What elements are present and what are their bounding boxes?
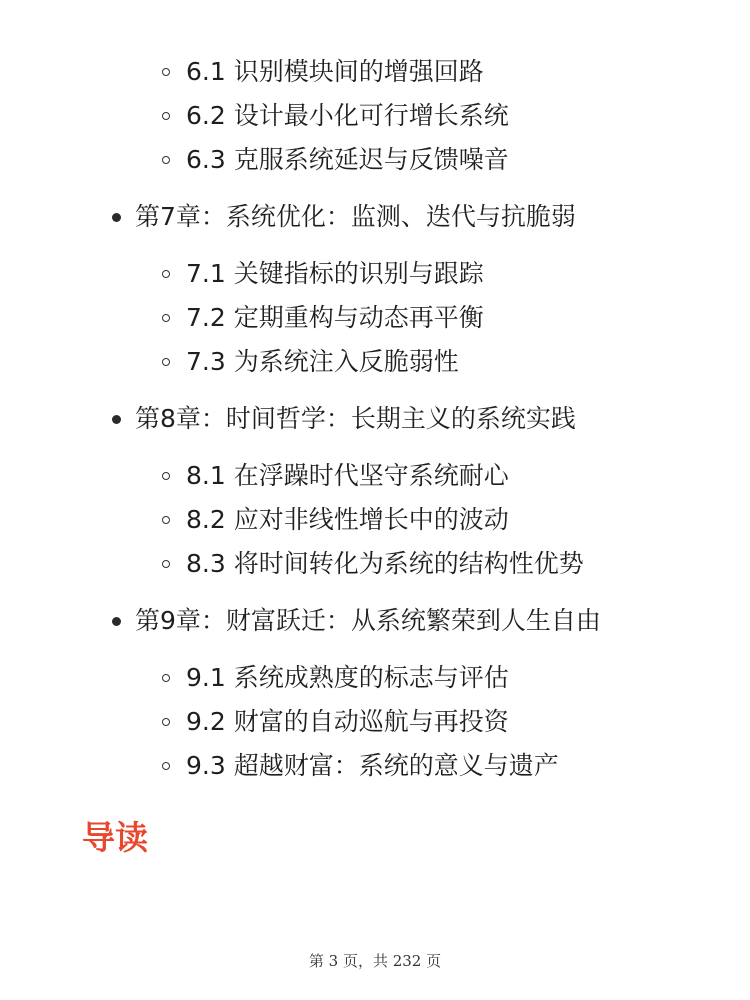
- disc-bullet-icon: [112, 617, 121, 626]
- circle-bullet-icon: [162, 68, 170, 76]
- toc-chapter-8[interactable]: [112, 402, 576, 436]
- toc-section-7-2[interactable]: [162, 301, 484, 335]
- page-number-footer: 第 3 页，共 232 页: [308, 952, 442, 970]
- circle-bullet-icon: [162, 472, 170, 480]
- toc-chapter-9[interactable]: [112, 604, 601, 638]
- circle-bullet-icon: [162, 762, 170, 770]
- circle-bullet-icon: [162, 270, 170, 278]
- toc-section-label: 6.2 设计最小化可行增长系统: [186, 101, 509, 130]
- circle-bullet-icon: [162, 718, 170, 726]
- toc-section-7-1[interactable]: [162, 257, 484, 291]
- toc-section-label: 9.3 超越财富：系统的意义与遗产: [186, 751, 559, 780]
- circle-bullet-icon: [162, 674, 170, 682]
- toc-section-7-3[interactable]: [162, 345, 459, 379]
- toc-section-8-3[interactable]: [162, 547, 584, 581]
- toc-chapter-7[interactable]: [112, 200, 576, 234]
- section-heading: 导读: [82, 818, 148, 857]
- toc-section-6-3[interactable]: [162, 143, 509, 177]
- toc-section-label: 7.3 为系统注入反脆弱性: [186, 347, 459, 376]
- toc-chapter-label: 第9章：财富跃迁：从系统繁荣到人生自由: [135, 606, 601, 635]
- disc-bullet-icon: [112, 415, 121, 424]
- toc-chapter-label: 第7章：系统优化：监测、迭代与抗脆弱: [135, 202, 576, 231]
- circle-bullet-icon: [162, 560, 170, 568]
- circle-bullet-icon: [162, 314, 170, 322]
- toc-section-label: 6.3 克服系统延迟与反馈噪音: [186, 145, 509, 174]
- toc-section-label: 8.3 将时间转化为系统的结构性优势: [186, 549, 584, 578]
- toc-section-6-2[interactable]: [162, 99, 509, 133]
- toc-section-label: 9.1 系统成熟度的标志与评估: [186, 663, 509, 692]
- toc-section-label: 6.1 识别模块间的增强回路: [186, 57, 484, 86]
- toc-chapter-label: 第8章：时间哲学：长期主义的系统实践: [135, 404, 576, 433]
- toc-section-9-2[interactable]: [162, 705, 509, 739]
- toc-section-6-1[interactable]: [162, 55, 484, 89]
- toc-section-9-3[interactable]: [162, 749, 559, 783]
- toc-section-label: 7.1 关键指标的识别与跟踪: [186, 259, 484, 288]
- toc-section-label: 8.2 应对非线性增长中的波动: [186, 505, 509, 534]
- toc-section-8-1[interactable]: [162, 459, 509, 493]
- toc-section-8-2[interactable]: [162, 503, 509, 537]
- toc-section-9-1[interactable]: [162, 661, 509, 695]
- toc-section-label: 7.2 定期重构与动态再平衡: [186, 303, 484, 332]
- toc-section-label: 8.1 在浮躁时代坚守系统耐心: [186, 461, 509, 490]
- disc-bullet-icon: [112, 213, 121, 222]
- circle-bullet-icon: [162, 156, 170, 164]
- toc-section-label: 9.2 财富的自动巡航与再投资: [186, 707, 509, 736]
- circle-bullet-icon: [162, 112, 170, 120]
- circle-bullet-icon: [162, 358, 170, 366]
- circle-bullet-icon: [162, 516, 170, 524]
